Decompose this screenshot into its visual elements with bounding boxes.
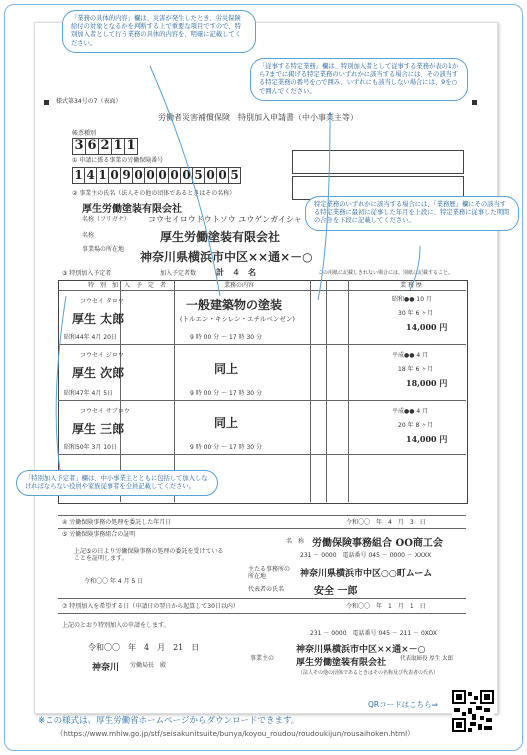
address-handwritten: 神奈川県横浜市中区××通×－○ bbox=[140, 250, 313, 264]
addr-label: 事業場の所在地 bbox=[82, 246, 125, 253]
persons-label: 加入予定者数 bbox=[160, 270, 197, 277]
row1-job: 一般建築物の塗装 bbox=[186, 298, 283, 312]
row3-hist1: 平成●● 4 月 bbox=[392, 408, 429, 415]
labor-number-digit: 0 bbox=[168, 167, 181, 184]
footer-note: ※この様式は、厚生労働省ホームページからダウンロードできます。 bbox=[38, 716, 300, 726]
row3-hist2: 20 年 8 ヶ月 bbox=[398, 422, 434, 429]
labor-number-digit: 5 bbox=[192, 167, 205, 184]
labor-number-digit: 0 bbox=[132, 167, 145, 184]
owner-address: 神奈川県横浜市中区××通×－○ bbox=[296, 645, 426, 655]
name-handwritten: 厚生労働塗装有限会社 bbox=[160, 230, 281, 244]
row2-job: 同上 bbox=[214, 362, 239, 376]
bureau: 神奈川 bbox=[92, 663, 120, 673]
row1-birth: 昭和44年 4月 20日 bbox=[64, 334, 117, 341]
row1-furigana: コウセイ タロウ bbox=[80, 298, 124, 305]
apply-date: 令和〇〇 年 4 月 21 日 bbox=[88, 643, 200, 652]
labor-number-digit: 0 bbox=[180, 167, 193, 184]
row2-birth: 昭和47年 4月 5日 bbox=[64, 390, 114, 397]
section3-label: ③ 特別加入予定者 bbox=[62, 270, 112, 277]
bureau-label: 労働局長 殿 bbox=[130, 662, 167, 669]
labor-number-digit: 0 bbox=[108, 167, 121, 184]
assoc-addr: 神奈川県横浜市中区○○町ムーム bbox=[300, 569, 433, 579]
code-digit: 3 bbox=[72, 138, 86, 155]
row3-name: 厚生 三郎 bbox=[72, 422, 125, 436]
row1-hist1: 昭和●● 10 月 bbox=[392, 296, 432, 303]
row3-job: 同上 bbox=[214, 416, 239, 430]
row1-job-sub: (トルエン・キシレン・エチルベンゼン) bbox=[180, 315, 295, 323]
labor-number-digit: 0 bbox=[144, 167, 157, 184]
callout-job-content: 「業務の具体的内容」欄は、災害が発生したとき、労災保険給付の対象となるかを判断する上で重要な項目ですので、特別加入者として行う業務の具体的内容を、明確に記載してください。 bbox=[62, 10, 256, 53]
section2-label: ② 事業主の氏名（法人その他の団体であるときはその名称） bbox=[72, 190, 236, 197]
labor-number-digit: 0 bbox=[156, 167, 169, 184]
callout-business-history: 特定業務のいずれかに該当する場合には、「業務歴」欄にその該当する特定業務に最初に従事した年月を上段に、特定業務に従事した期間の合計を下段に記載してください。 bbox=[305, 196, 519, 231]
labor-number-digit: 1 bbox=[72, 167, 85, 184]
apply-text: 上記のとおり特別加入の申請をします。 bbox=[62, 622, 170, 629]
section7-label: ⑦ 特別加入を希望する日（申請日の翌日から起算して30日以内） bbox=[62, 603, 239, 610]
labor-number-digit: 0 bbox=[216, 167, 229, 184]
owner-note: （法人その他の団体であるときはその名称及び代表者の氏名） bbox=[298, 670, 439, 676]
labor-number-digit: 0 bbox=[204, 167, 217, 184]
labor-number-digit: 5 bbox=[228, 167, 241, 184]
assoc-name-label: 名 称 bbox=[286, 538, 305, 545]
table-head-business: 業務の内容 bbox=[224, 282, 255, 289]
qr-label: QRコードはこちら⇒ bbox=[368, 700, 438, 709]
assoc-name: 労働保険事務組合 OO商工会 bbox=[312, 538, 443, 549]
assoc-tel: 231 － 0000 電話番号 045 － 0000 － XXXX bbox=[300, 552, 432, 559]
row2-furigana: コウセイ ジロウ bbox=[80, 352, 124, 359]
row1-hours: 9 時 00 分 ～ 17 時 30 分 bbox=[190, 334, 262, 341]
code-digit: 6 bbox=[85, 138, 99, 155]
row3-pay: 14,000 円 bbox=[406, 434, 448, 444]
row2-name: 厚生 次郎 bbox=[72, 366, 125, 380]
row3-hours: 9 時 00 分 ～ 17 時 30 分 bbox=[190, 444, 262, 451]
owner-label: 事業主の bbox=[250, 655, 275, 662]
owner-name: 厚生労働塗装有限会社 bbox=[296, 658, 387, 668]
owner-tel: 231 － 0000 電話番号 045 － 211 － 0XOX bbox=[310, 630, 437, 637]
row1-name: 厚生 太郎 bbox=[72, 312, 125, 326]
qr-code-icon[interactable] bbox=[452, 690, 494, 732]
code-label: 帳票種別 bbox=[72, 130, 97, 137]
section1-label: ① 申請に係る事業の労働保険番号 bbox=[72, 157, 164, 164]
section5-date: 令和〇〇 年 4 月 5 日 bbox=[84, 578, 144, 585]
row3-furigana: コウセイ サブロウ bbox=[80, 408, 130, 415]
labor-number-digit: 9 bbox=[120, 167, 133, 184]
section4-date: 令和〇〇 年 4 月 3 日 bbox=[346, 519, 426, 526]
employer-name-handwritten: 厚生労働塗装有限会社 bbox=[82, 204, 182, 215]
right-note: この用紙に記載しきれない場合には、別紙に記載すること。 bbox=[318, 270, 454, 276]
furigana-handwritten: コウセイロウドウトソウ ユウゲンガイシャ bbox=[148, 215, 302, 224]
assoc-addr-label: 主たる事務所の所在地 bbox=[248, 566, 291, 580]
row2-hours: 9 時 00 分 ～ 17 時 30 分 bbox=[190, 390, 262, 397]
section7-date: 令和〇〇 年 1 月 1 日 bbox=[346, 603, 426, 610]
table-head-person: 特 別 加 入 予 定 者 bbox=[88, 282, 167, 289]
row2-hist1: 平成●● 4 月 bbox=[392, 352, 429, 359]
owner-representative: 代表取締役 厚生 太郎 bbox=[400, 656, 453, 662]
code-digit: 1 bbox=[124, 138, 138, 155]
row1-pay: 14,000 円 bbox=[406, 322, 448, 332]
form-number: 様式第34号の7（表面） bbox=[56, 98, 122, 105]
code-digit: 2 bbox=[98, 138, 112, 155]
row2-pay: 18,000 円 bbox=[406, 378, 448, 388]
section4-label: ④ 労働保険事務の処理を委託した年月日 bbox=[62, 519, 172, 526]
persons-count: 計 ４ 名 bbox=[216, 267, 256, 277]
labor-number-digit: 1 bbox=[96, 167, 109, 184]
section5-text: 上記⑤の日より労働保険事務の処理の委託を受けていることを証明します。 bbox=[74, 548, 224, 562]
assoc-rep: 安全 一郎 bbox=[314, 586, 358, 597]
labor-number-digit: 4 bbox=[84, 167, 97, 184]
row3-birth: 昭和50年 3月 10日 bbox=[64, 444, 117, 451]
form-title: 労働者災害補償保険 特別加入申請書（中小事業主等） bbox=[158, 113, 358, 122]
code-digit: 1 bbox=[111, 138, 125, 155]
assoc-rep-label: 代表者の氏名 bbox=[248, 586, 285, 593]
row1-hist2: 30 年 6 ヶ月 bbox=[398, 310, 434, 317]
callout-persons: 「特別加入予定者」欄は、中小事業主とともに包括して加入しなければならない役員や家族従事者を全員記載してください。 bbox=[16, 470, 218, 496]
section5-label: ⑤ 労働保険事務組合の証明 bbox=[62, 531, 136, 538]
footer-url[interactable]: （https://www.mhlw.go.jp/stf/seisakunitsuite/bunya/koyou_roudou/roudoukijun/rousaihoken.html） bbox=[56, 729, 415, 738]
name-label: 名称 bbox=[82, 232, 95, 239]
row2-hist2: 18 年 6 ヶ月 bbox=[398, 366, 434, 373]
table-head-history: 業 務 歴 bbox=[400, 282, 422, 289]
callout-specific-business: 「従事する特定業務」欄は、特別加入者として従事する業務が表の1から7までに掲げる特定業務のいずれかに該当する場合には、その該当する特定業務の番号を○で囲み、いずれにも該当しない場合には、9を○で囲んでください。 bbox=[250, 58, 468, 101]
furigana-label: 名称（フリガナ） bbox=[82, 216, 130, 223]
